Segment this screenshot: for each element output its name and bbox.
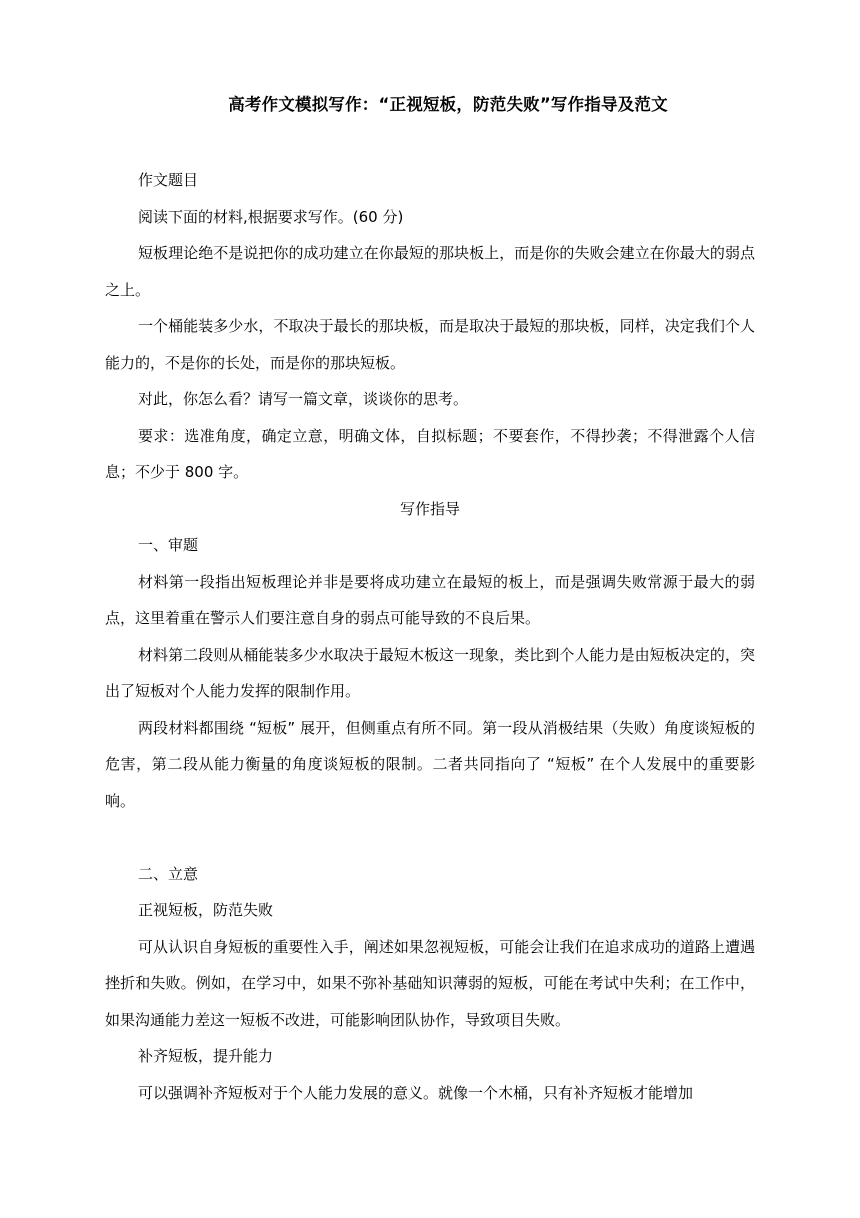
thesis-option-1-title: 正视短板，防范失败 [138,901,274,919]
section-heading-guidance: 写作指导 [399,499,460,518]
analysis-paragraph-3: 两段材料都围绕 “短板” 展开，但侧重点有所不同。第一段从消极结果（失败）角度谈短板的危害，第二段从能力衡量的角度谈短板的限制。二者共同指向了 “短板” 在个人发展中的重要影响。 [105,718,755,810]
analysis-paragraph-1: 材料第一段指出短板理论并非是要将成功建立在最短的板上，而是强调失败常源于最大的弱点，这里着重在警示人们要注意自身的弱点可能导致的不良后果。 [105,572,755,627]
thesis-option-2-title: 补齐短板，提升能力 [138,1047,274,1065]
thesis-option-2-body: 可以强调补齐短板对于个人能力发展的意义。就像一个木桶，只有补齐短板才能增加 [138,1083,694,1102]
prompt-instruction: 阅读下面的材料,根据要求写作。(60 分) [138,207,404,226]
subheading-thesis: 二、立意 [138,864,199,883]
thesis-option-1-body: 可从认识自身短板的重要性入手，阐述如果忽视短板，可能会让我们在追求成功的道路上遭遇挫折和失败。例如，在学习中，如果不弥补基础知识薄弱的短板，可能在考试中失利；在工作中，如果沟通能力差这一短板不改进，可能影响团队协作，导致项目失败。 [105,937,755,1029]
document-body [105,162,755,1111]
subheading-analysis: 一、审题 [138,536,199,554]
prompt-requirements: 要求：选准角度，确定立意，明确文体，自拟标题；不要套作，不得抄袭；不得泄露个人信息；不少于 800 字。 [105,426,755,481]
material-paragraph-2: 一个桶能装多少水，不取决于最长的那块板，而是取决于最短的那块板，同样，决定我们个人能力的，不是你的长处，而是你的那块短板。 [105,317,755,372]
blank-line [105,819,755,856]
document-title: 高考作文模拟写作：“正视短板，防范失败”写作指导及范文 [228,95,668,114]
section-heading-prompt: 作文题目 [138,171,199,189]
prompt-question: 对此，你怎么看？请写一篇文章，谈谈你的思考。 [138,390,469,408]
material-paragraph-1: 短板理论绝不是说把你的成功建立在你最短的那块板上，而是你的失败会建立在你最大的弱点之上。 [105,244,755,299]
analysis-paragraph-2: 材料第二段则从桶能装多少水取决于最短木板这一现象，类比到个人能力是由短板决定的，突出了短板对个人能力发挥的限制作用。 [105,645,755,700]
